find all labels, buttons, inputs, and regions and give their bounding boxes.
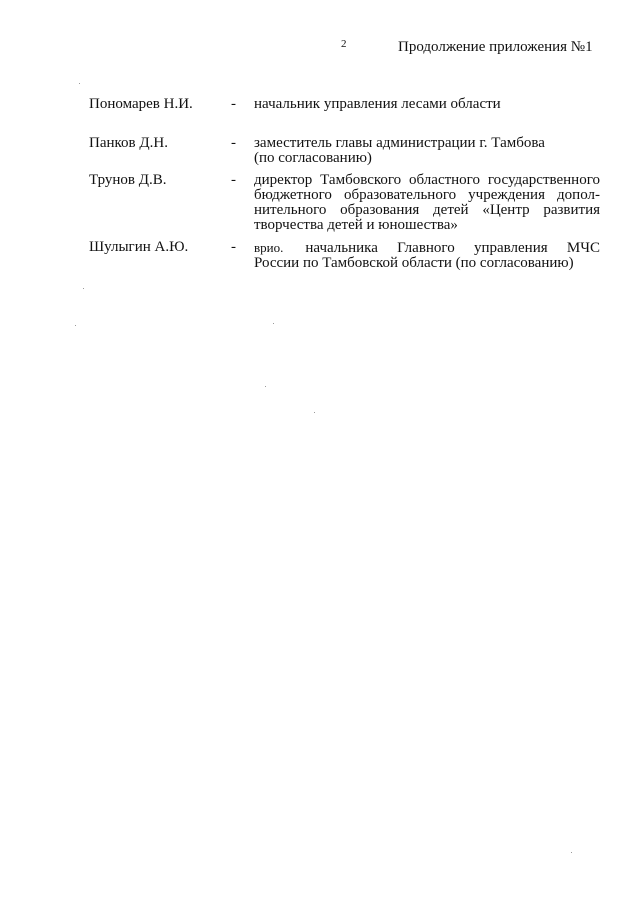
role-line: бюджетного образовательного учреждения допол- xyxy=(254,187,600,203)
appendix-continuation-header: Продолжение приложения №1 xyxy=(398,39,593,55)
scan-speck xyxy=(273,323,274,324)
role-line: заместитель главы администрации г. Тамбова xyxy=(254,135,545,151)
scan-speck xyxy=(83,288,84,289)
role-line-text: начальника Главного управления МЧС xyxy=(305,240,600,256)
separator-dash: - xyxy=(231,239,236,255)
scan-speck xyxy=(265,386,266,387)
scan-speck xyxy=(571,852,572,853)
role-line: России по Тамбовской области (по согласованию) xyxy=(254,255,574,271)
scan-speck xyxy=(79,83,80,84)
separator-dash: - xyxy=(231,96,236,112)
scan-speck xyxy=(75,325,76,326)
member-role xyxy=(254,136,600,166)
member-name: Шулыгин А.Ю. xyxy=(89,239,189,255)
separator-dash: - xyxy=(231,135,236,151)
role-prefix: врио. xyxy=(254,240,284,255)
role-line: творчества детей и юношества» xyxy=(254,217,458,233)
role-line: директор Тамбовского областного государственного xyxy=(254,172,600,188)
member-role xyxy=(254,240,600,271)
role-line: нительного образования детей «Центр развития xyxy=(254,202,600,218)
member-name: Панков Д.Н. xyxy=(89,135,168,151)
member-role xyxy=(254,97,600,112)
page-number: 2 xyxy=(341,38,347,50)
member-name: Пономарев Н.И. xyxy=(89,96,193,112)
scan-speck xyxy=(314,412,315,413)
member-name: Трунов Д.В. xyxy=(89,172,167,188)
role-line: начальник управления лесами области xyxy=(254,96,501,112)
role-line: (по согласованию) xyxy=(254,150,372,166)
separator-dash: - xyxy=(231,172,236,188)
role-line xyxy=(254,240,600,256)
member-role xyxy=(254,173,600,233)
